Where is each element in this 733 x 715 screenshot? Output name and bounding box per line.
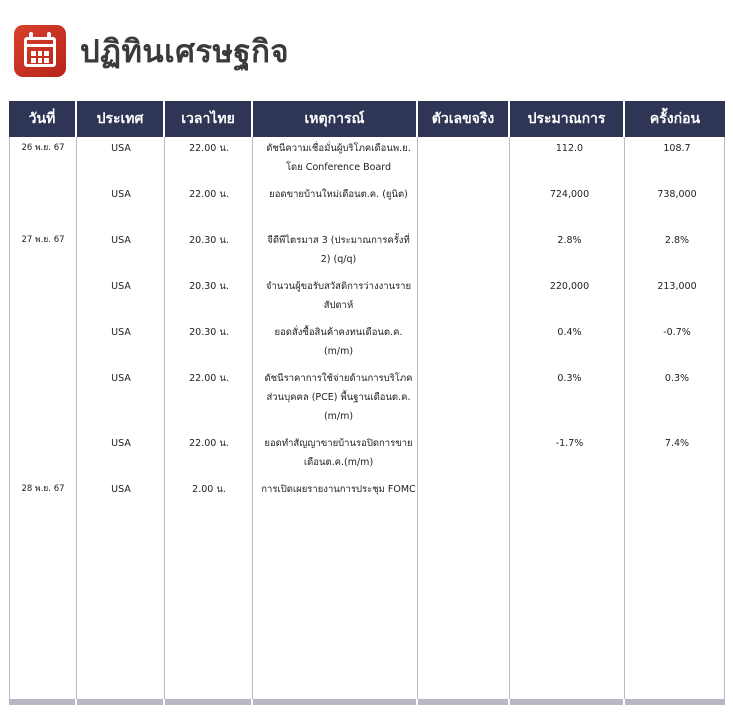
cell-event: จำนวนผู้ขอรับสวัสดิการว่างงานรายสัปดาห์ [265,281,412,311]
cell-previous: 0.3% [664,373,690,384]
table-footer-bar [9,699,725,705]
cell-time: 22.00 น. [189,189,229,200]
cell-date: 27 พ.ย. 67 [21,235,65,245]
page-title: ปฏิทินเศรษฐกิจ [80,34,290,70]
cell-date: 26 พ.ย. 67 [21,143,65,153]
cell-country: USA [111,438,131,449]
cell-event: จีดีพีไตรมาส 3 (ประมาณการครั้งที่ 2) (q/q) [267,235,410,265]
cell-country: USA [111,143,131,154]
header-previous: ครั้งก่อน [625,101,725,137]
cell-previous: 2.8% [664,235,690,246]
cell-country: USA [111,373,131,384]
cell-country: USA [111,327,131,338]
cell-forecast: -1.7% [555,438,584,449]
header-actual: ตัวเลขจริง [418,101,510,137]
cell-previous: 7.4% [664,438,690,449]
cell-forecast: 112.0 [555,143,584,154]
cell-event: ดัชนีราคาการใช้จ่ายด้านการบริโภคส่วนบุคคล (PCE) พื้นฐานเดือนต.ค. (m/m) [264,373,413,422]
header-forecast: ประมาณการ [510,101,625,137]
header-event: เหตุการณ์ [253,101,418,137]
cell-forecast: 0.3% [557,373,582,384]
cell-previous: 738,000 [657,189,697,200]
cell-forecast: 2.8% [557,235,582,246]
table-header [9,101,725,137]
cell-country: USA [111,235,131,246]
header-country: ประเทศ [77,101,165,137]
cell-event: ยอดสั่งซื้อสินค้าคงทนเดือนต.ค.(m/m) [274,327,403,357]
cell-time: 2.00 น. [192,484,226,495]
cell-country: USA [111,484,131,495]
cell-previous: -0.7% [663,327,691,338]
cell-forecast: 724,000 [549,189,590,200]
header-date: วันที่ [9,101,77,137]
header-thai-time: เวลาไทย [165,101,253,137]
page-header [14,24,289,78]
cell-time: 22.00 น. [189,438,229,449]
cell-time: 20.30 น. [189,281,229,292]
calendar-icon [14,25,66,77]
cell-event: ยอดขายบ้านใหม่เดือนต.ค. (ยูนิต) [269,189,408,200]
cell-event: ยอดทำสัญญาขายบ้านรอปิดการขายเดือนต.ค.(m/m) [264,438,413,468]
cell-time: 20.30 น. [189,327,229,338]
cell-time: 22.00 น. [189,373,229,384]
cell-forecast: 0.4% [557,327,582,338]
cell-previous: 108.7 [663,143,691,154]
cell-time: 20.30 น. [189,235,229,246]
cell-date: 28 พ.ย. 67 [21,484,65,494]
cell-forecast: 220,000 [549,281,590,292]
cell-time: 22.00 น. [189,143,229,154]
cell-country: USA [111,189,131,200]
cell-event: ดัชนีความเชื่อมั่นผู้บริโภคเดือนพ.ย. โดย Conference Board [266,143,411,173]
economic-calendar-table [9,101,725,706]
cell-previous: 213,000 [657,281,697,292]
cell-event: การเปิดเผยรายงานการประชุม FOMC [261,484,416,495]
cell-country: USA [111,281,131,292]
